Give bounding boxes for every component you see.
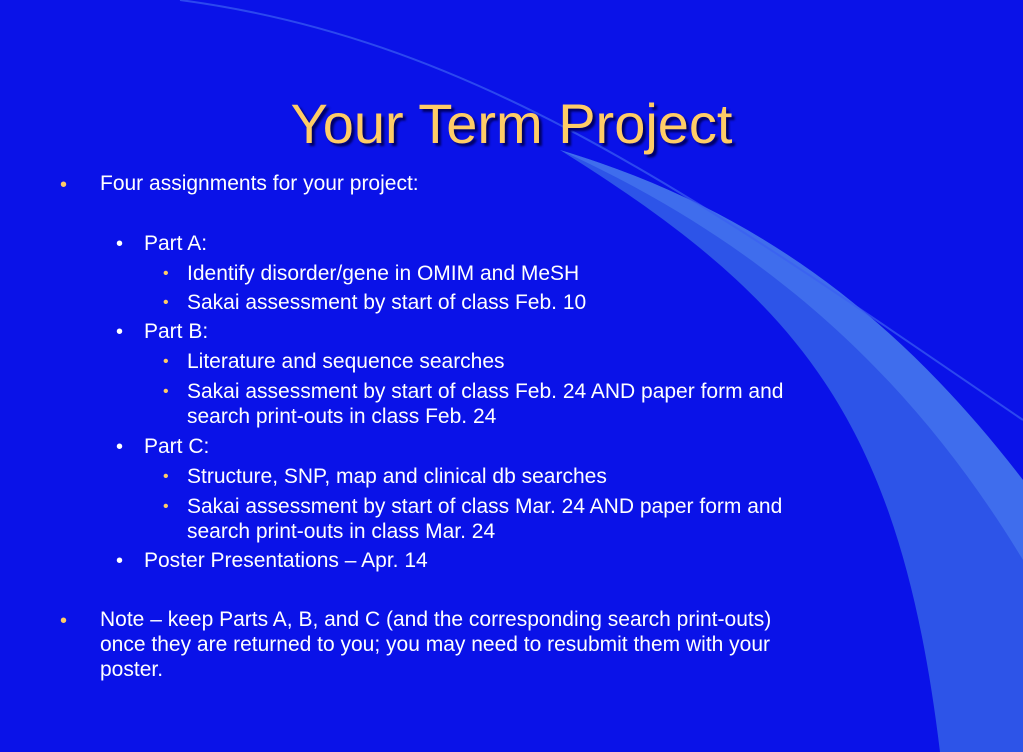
slide-title: Your Term Project [290, 92, 733, 155]
bullet-level3-icon: • [163, 468, 169, 485]
bullet-part-c-sakai-cont: search print-outs in class Mar. 24 [187, 520, 496, 543]
bullet-level2-icon: • [116, 233, 124, 255]
bullet-part-b-literature: Literature and sequence searches [187, 350, 505, 373]
bullet-level1-icon: • [60, 610, 68, 632]
bullet-note-cont: once they are returned to you; you may need to resubmit them with your [100, 633, 771, 656]
bullet-poster-presentations: Poster Presentations – Apr. 14 [144, 549, 428, 572]
bullet-part-b-sakai-cont: search print-outs in class Feb. 24 [187, 405, 497, 428]
bullet-part-c-structure: Structure, SNP, map and clinical db searches [187, 465, 607, 488]
bullet-four-assignments: Four assignments for your project: [100, 172, 419, 195]
bullet-level3-icon: • [163, 353, 169, 370]
bullet-level2-icon: • [116, 436, 124, 458]
bullet-part-a-identify: Identify disorder/gene in OMIM and MeSH [187, 262, 580, 285]
bullet-note-cont2: poster. [100, 658, 164, 681]
bullet-level1-icon: • [60, 174, 68, 196]
bullet-part-a-sakai: Sakai assessment by start of class Feb. 10 [187, 291, 587, 314]
bullet-level2-icon: • [116, 550, 124, 572]
bullet-note: Note – keep Parts A, B, and C (and the corresponding search print-outs) [100, 608, 772, 631]
bullet-level3-icon: • [163, 498, 169, 515]
bullet-level3-icon: • [163, 383, 169, 400]
bullet-level3-icon: • [163, 265, 169, 282]
bullet-part-c: Part C: [144, 435, 210, 458]
bullet-level3-icon: • [163, 294, 169, 311]
bullet-part-c-sakai: Sakai assessment by start of class Mar. 24 AND paper form and [187, 495, 783, 518]
bullet-level2-icon: • [116, 321, 124, 343]
bullet-part-b: Part B: [144, 320, 209, 343]
bullet-part-a: Part A: [144, 232, 208, 255]
bullet-part-b-sakai: Sakai assessment by start of class Feb. 24 AND paper form and [187, 380, 784, 403]
